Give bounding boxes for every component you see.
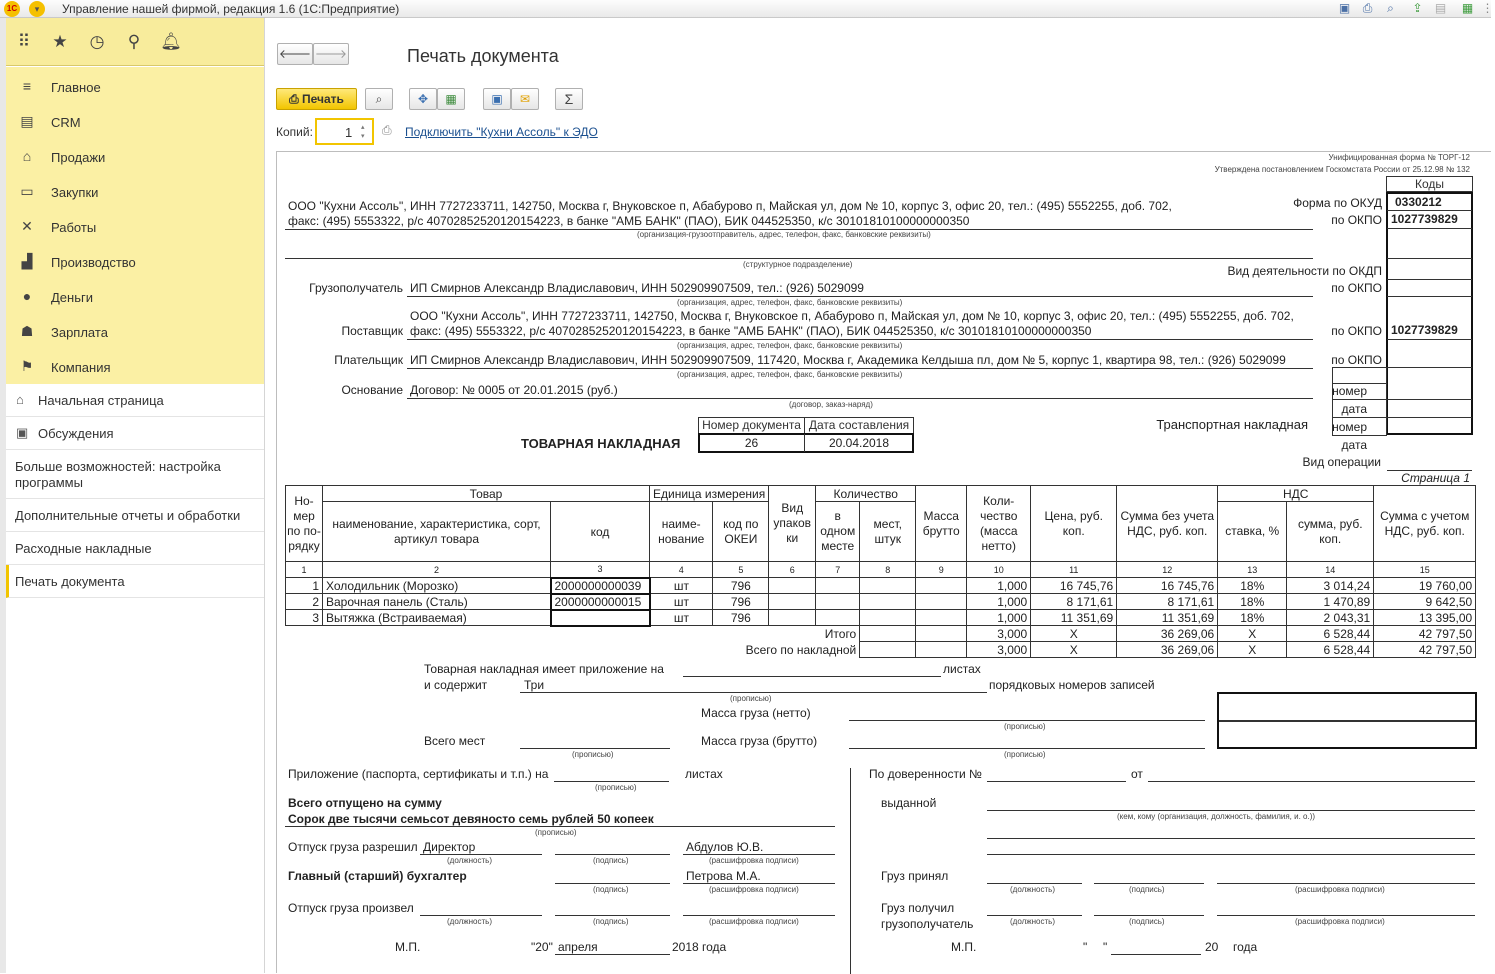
flag-icon: ⚑ — [20, 358, 34, 374]
nav-more-features[interactable]: Больше возможностей: настройка программы — [6, 450, 264, 499]
col-name-header: наименование, характеристика, сорт, артикул товара — [323, 502, 551, 562]
released-value: Сорок две тысячи семьсот девяносто семь рублей 50 копеек — [288, 812, 654, 826]
edo-icon: ⎙ — [382, 123, 392, 137]
dolzhnost-caption: (должность) — [1010, 885, 1055, 894]
factory-icon: ▟ — [21, 253, 33, 269]
payer-line — [407, 368, 1313, 369]
podpis-caption: (подпись) — [1129, 917, 1165, 926]
code-line — [1387, 367, 1472, 368]
apps-grid-icon[interactable]: ⠿ — [17, 32, 31, 51]
section-salary[interactable]: ☗ Зарплата — [6, 314, 264, 349]
supplier-line2: факс: (495) 5553322, р/с 40702852520120154223, в банке "АМБ БАНК" (ПАО), БИК 044525350, к/с 30101810100000000350 — [410, 324, 1092, 338]
print-button[interactable]: ⎙ Печать — [276, 88, 357, 110]
crm-icon: ▤ — [20, 113, 34, 129]
issued-line-3 — [987, 854, 1475, 855]
col-okei-header: код по ОКЕИ — [713, 502, 769, 562]
codes-header: Коды — [1386, 176, 1473, 192]
released-line — [285, 826, 835, 827]
transport-line — [1332, 399, 1387, 400]
section-main[interactable]: ≡ Главное — [6, 69, 264, 104]
vsego-row: Всего по накладной 3,000 X 36 269,06 X 6 528,44 42 797,50 — [286, 642, 1476, 658]
attach-label: Товарная накладная имеет приложение на — [424, 662, 664, 676]
received-label-2: грузополучатель — [881, 917, 974, 931]
col-gross-header: Масса брутто — [916, 486, 967, 562]
issued-line — [987, 810, 1475, 811]
code-line — [1387, 339, 1472, 340]
allowed-label: Отпуск груза разрешил — [288, 840, 418, 854]
col-rate-header: ставка, % — [1218, 502, 1287, 562]
supplier-line — [407, 339, 1313, 340]
section-works[interactable]: ✕ Работы — [6, 209, 264, 244]
edo-link[interactable]: Подключить "Кухни Ассоль" к ЭДО — [405, 125, 598, 139]
places-label: Всего мест — [424, 734, 486, 748]
attach-line — [683, 676, 941, 677]
allowed-sign-line — [555, 854, 670, 855]
propisyu-caption: (прописью) — [1004, 722, 1046, 731]
preview-icon: ⌕ — [375, 92, 383, 106]
page-title: Печать документа — [407, 46, 559, 66]
accepted-name-line — [1217, 883, 1475, 884]
basis-caption: (договор, заказ-наряд) — [789, 400, 873, 409]
basis-label: Основание — [341, 383, 403, 397]
col-inone-header: в одном месте — [816, 502, 860, 562]
nav-home[interactable]: ⌂ Начальная страница — [6, 384, 264, 417]
accountant-name: Петрова М.А. — [686, 869, 761, 883]
accepted-sign-line — [1094, 883, 1204, 884]
section-purchases[interactable]: ▭ Закупки — [6, 174, 264, 209]
consignee-caption: (организация, адрес, телефон, факс, банковские реквизиты) — [677, 298, 903, 307]
move-icon: ✥ — [417, 92, 429, 106]
okpo-shipper-value: 1027739829 — [1391, 212, 1458, 226]
propisyu-caption: (прописью) — [535, 828, 577, 837]
issued-label: выданной — [881, 796, 937, 810]
consignee-line — [407, 296, 1313, 297]
dolzhnost-caption: (должность) — [447, 917, 492, 926]
col-pack-header: Вид упаков ки — [769, 486, 816, 562]
supplier-line1: ООО "Кухни Ассоль", ИНН 7727233711, 142750, Москва г, Внуковское п, Абабурово п, Майская ул, дом № 10, корпус 3, офис 20, тел.: (495) 5552255, доб. 702, — [410, 309, 1294, 323]
col-total-header: Сумма с учетом НДС, руб. коп. — [1374, 486, 1476, 562]
title-bar — [0, 0, 1494, 18]
contains-value: Три — [524, 678, 545, 692]
shipper-line1: ООО "Кухни Ассоль", ИНН 7727233711, 142750, Москва г, Внуковское п, Абабурово п, Майская ул, дом № 10, корпус 3, офис 20, тел.: (495) 5552255, доб. 702, — [288, 199, 1172, 213]
app-logo-icon[interactable]: 1С — [4, 1, 20, 17]
section-money[interactable]: ● Деньги — [6, 279, 264, 314]
form-note: Унифицированная форма № ТОРГ-12 — [1328, 153, 1470, 162]
window-title: Управление нашей фирмой, редакция 1.6 (1С:Предприятие) — [62, 2, 400, 16]
propisyu-caption: (прописью) — [595, 783, 637, 792]
col-sumnovat-header: Сумма без учета НДС, руб. коп. — [1117, 486, 1218, 562]
accountant-sign-line — [555, 883, 670, 884]
printer-icon[interactable]: ⎙ — [1362, 1, 1373, 15]
wrench-icon: ✕ — [21, 218, 33, 234]
col-code-header: код — [551, 502, 650, 562]
col-places-header: мест, штук — [860, 502, 916, 562]
operation-label: Вид операции — [1302, 455, 1381, 469]
places-line — [520, 748, 670, 749]
accepted-pos-line — [987, 883, 1082, 884]
produced-pos-line — [420, 915, 542, 916]
date-year: 2018 года — [672, 940, 727, 954]
email-button[interactable] — [511, 88, 539, 110]
transport-label: Транспортная накладная — [1156, 417, 1308, 432]
col-num-header: Но-мер по по-рядку — [286, 486, 323, 562]
salary-icon: ☗ — [20, 323, 34, 339]
envelope-icon: ✉ — [519, 92, 531, 106]
mp-label: М.П. — [395, 940, 421, 954]
nav-discussions[interactable]: ▣ Обсуждения — [6, 417, 264, 450]
allowed-position: Директор — [423, 840, 476, 854]
section-panel — [6, 67, 264, 384]
received-label: Груз получил — [881, 901, 955, 915]
date-day: "20" — [531, 940, 553, 954]
propisyu-caption: (прописью) — [730, 694, 772, 703]
docdate-header: Дата составления — [804, 417, 914, 434]
okud-label: Форма по ОКУД — [1293, 196, 1382, 210]
produced-sign-line — [555, 915, 670, 916]
appendix-label: Приложение (паспорта, сертификаты и т.п.) на — [288, 767, 549, 781]
col-vatsum-header: сумма, руб. коп. — [1287, 502, 1374, 562]
section-sales[interactable]: ⌂ Продажи — [6, 139, 264, 174]
issued-caption: (кем, кому (организация, должность, фамилия, и. о.)) — [1117, 812, 1316, 821]
preview-icon[interactable]: ⌕ — [1387, 1, 1394, 15]
rasshifrovka-caption: (расшифровка подписи) — [709, 856, 799, 865]
accountant-name-line — [683, 883, 835, 884]
doc-title: ТОВАРНАЯ НАКЛАДНАЯ — [521, 436, 681, 451]
nav-print-document[interactable]: Печать документа — [6, 565, 264, 598]
released-label: Всего отпущено на сумму — [288, 796, 442, 810]
supplier-label: Поставщик — [341, 324, 403, 338]
division-line — [285, 258, 1313, 259]
okud-value: 0330212 — [1395, 195, 1442, 209]
spinner-icon[interactable]: ▴ ▾ — [361, 124, 365, 140]
ot-label: от — [1131, 767, 1143, 781]
code-line — [1387, 417, 1472, 418]
goods-table — [285, 485, 1476, 658]
sidebar-toolbar — [6, 18, 264, 66]
docnum-value: 26 — [744, 436, 759, 450]
produced-label: Отпуск груза произвел — [288, 901, 414, 915]
allowed-name: Абдулов Ю.В. — [686, 840, 764, 854]
export-icon[interactable]: ⇪ — [1412, 1, 1423, 15]
column-numbers-row: 1 2 3 4 5 6 7 8 9 10 11 12 13 14 15 — [286, 562, 1476, 578]
date-month-line — [555, 954, 670, 955]
docdate-value: 20.04.2018 — [828, 436, 890, 450]
transport-line — [1332, 417, 1387, 418]
home-icon: ⌂ — [16, 392, 24, 407]
goda-label: года — [1233, 940, 1258, 954]
sheets-label-2: листах — [685, 767, 723, 781]
edit-button[interactable] — [437, 88, 465, 110]
copy-icon[interactable]: ▤ — [1434, 1, 1447, 15]
nav-invoices[interactable]: Расходные накладные — [6, 532, 264, 565]
calendar-icon[interactable]: ▦ — [1461, 1, 1474, 15]
table-row: 2 Варочная панель (Сталь) 2000000000015 шт 796 1,000 8 171,61 8 171,61 18% 1 470,89 9 642,50 — [286, 594, 1476, 610]
sigma-icon: Σ — [564, 91, 574, 107]
col-net-header: Коли-чество (масса нетто) — [967, 486, 1031, 562]
dolzhnost-caption: (должность) — [447, 856, 492, 865]
menu-icon: ≡ — [22, 78, 32, 94]
more-icon[interactable]: ⋮ — [1481, 1, 1494, 15]
document-preview — [276, 151, 1491, 973]
payer-label: Плательщик — [334, 353, 403, 367]
net-label: Масса груза (нетто) — [701, 706, 811, 720]
section-company[interactable]: ⚑ Компания — [6, 349, 264, 384]
date-line-2 — [1111, 954, 1201, 955]
rasshifrovka-caption: (расшифровка подписи) — [709, 885, 799, 894]
move-button[interactable] — [409, 88, 437, 110]
proxy-label: По доверенности № — [869, 767, 982, 781]
code-line — [1387, 296, 1472, 297]
chat-icon: ▣ — [16, 425, 29, 440]
history-icon[interactable]: ◷ — [89, 32, 105, 51]
produced-name-line — [683, 915, 835, 916]
year-20: 20 — [1205, 940, 1219, 954]
code-line — [1387, 279, 1472, 280]
form-approval-note: Утверждена постановлением Госкомстата России от 25.12.98 № 132 — [1214, 165, 1470, 174]
quote-close: " — [1103, 940, 1108, 954]
edit-icon: ▦ — [445, 92, 457, 106]
okpo-label: по ОКПО — [1331, 213, 1382, 227]
save-icon[interactable]: ▣ — [1338, 1, 1351, 15]
okpo-consignee-label: по ОКПО — [1331, 281, 1382, 295]
code-line — [1387, 258, 1472, 259]
col-unit-header: Единица измерения — [650, 486, 769, 502]
sum-button[interactable] — [555, 88, 583, 110]
received-name-line — [1217, 915, 1475, 916]
shipper-caption: (организация-грузоотправитель, адрес, телефон, факс, банковские реквизиты) — [637, 230, 931, 239]
sheets-label: листах — [943, 662, 981, 676]
nav-extra-reports[interactable]: Дополнительные отчеты и обработки — [6, 499, 264, 532]
supplier-caption: (организация, адрес, телефон, факс, банковские реквизиты) — [677, 341, 903, 350]
rasshifrovka-caption: (расшифровка подписи) — [1295, 885, 1385, 894]
col-price-header: Цена, руб. коп. — [1031, 486, 1117, 562]
table-row: 1 Холодильник (Морозко) 2000000000039 шт 796 1,000 16 745,76 16 745,76 18% 3 014,24 19 760,00 — [286, 578, 1476, 594]
preview-button[interactable] — [365, 88, 393, 110]
accountant-label: Главный (старший) бухгалтер — [288, 869, 467, 883]
division-caption: (структурное подразделение) — [743, 260, 853, 269]
code-line — [1387, 210, 1472, 211]
propisyu-caption: (прописью) — [1004, 750, 1046, 759]
rasshifrovka-caption: (расшифровка подписи) — [709, 917, 799, 926]
date-month: апреля — [558, 940, 598, 954]
section-production[interactable]: ▟ Производство — [6, 244, 264, 279]
itogo-row: Итого 3,000 X 36 269,06 X 6 528,44 42 797,50 — [286, 626, 1476, 642]
allowed-pos-line — [420, 854, 542, 855]
okpo-supplier-value: 1027739829 — [1391, 323, 1458, 337]
cart-icon: ⌂ — [22, 148, 32, 164]
podpis-caption: (подпись) — [593, 917, 629, 926]
records-label: порядковых номеров записей — [989, 678, 1155, 692]
mp-label-2: М.П. — [951, 940, 977, 954]
data-label: дата — [1341, 438, 1367, 452]
okdp-label: Вид деятельности по ОКДП — [1227, 264, 1382, 278]
back-button[interactable]: 🡐 — [277, 43, 313, 65]
payer-caption: (организация, адрес, телефон, факс, банковские реквизиты) — [677, 370, 903, 379]
favorites-star-icon[interactable]: ★ — [52, 32, 68, 51]
code-line — [1387, 399, 1472, 400]
propisyu-caption: (прописью) — [572, 750, 614, 759]
contains-label: и содержит — [424, 678, 488, 692]
received-pos-line — [987, 915, 1082, 916]
okpo-payer-label: по ОКПО — [1331, 353, 1382, 367]
podpis-caption: (подпись) — [593, 885, 629, 894]
podpis-caption: (подпись) — [593, 856, 629, 865]
mass-box-line — [1219, 720, 1475, 722]
truck-icon: ▭ — [20, 183, 34, 199]
data-label: дата — [1341, 402, 1367, 416]
consignee-label: Грузополучатель — [309, 281, 403, 295]
page-label: Страница 1 — [1401, 471, 1470, 485]
search-icon[interactable]: ⚲ — [127, 32, 141, 51]
net-line — [849, 720, 1205, 721]
save-icon: ▣ — [491, 92, 503, 106]
gross-label: Масса груза (брутто) — [701, 734, 818, 748]
allowed-name-line — [683, 854, 835, 855]
received-sign-line — [1094, 915, 1204, 916]
nomer-label: номер — [1332, 384, 1367, 398]
quote-open: " — [1083, 940, 1088, 954]
printer-icon: ⎙ — [289, 92, 303, 106]
payer-value: ИП Смирнов Александр Владиславович, ИНН 502909907509, 117420, Москва г, Академика Келдыша пл, дом № 5, корпус 1, квартира 98, тел.: (926) 5029099 — [410, 353, 1286, 367]
rasshifrovka-caption: (расшифровка подписи) — [1295, 917, 1385, 926]
col-vat-header: НДС — [1218, 486, 1374, 502]
basis-line — [407, 398, 1313, 399]
shipper-line2: факс: (495) 5553322, р/с 40702852520120154223, в банке "АМБ БАНК" (ПАО), БИК 044525350, к/с 30101810100000000350 — [288, 214, 970, 228]
accepted-label: Груз принял — [881, 869, 949, 883]
contains-line — [520, 692, 987, 693]
gross-line — [849, 748, 1205, 749]
section-crm[interactable]: ▤ CRM — [6, 104, 264, 139]
forward-button[interactable]: 🡒 — [313, 43, 349, 65]
footer-divider — [850, 768, 851, 974]
nomer-label: номер — [1332, 420, 1367, 434]
col-goods-header: Товар — [323, 486, 650, 502]
consignee-value: ИП Смирнов Александр Владиславович, ИНН 502909907509, тел.: (926) 5029099 — [410, 281, 864, 295]
col-unitname-header: наиме-нование — [650, 502, 713, 562]
podpis-caption: (подпись) — [1129, 885, 1165, 894]
code-line — [1387, 228, 1472, 229]
ot-line — [1148, 781, 1475, 782]
proxy-line — [987, 781, 1126, 782]
money-icon: ● — [22, 288, 32, 304]
table-row: 3 Вытяжка (Встраиваемая) шт 796 1,000 11 351,69 11 351,69 18% 2 043,31 13 395,00 — [286, 610, 1476, 626]
docnum-header: Номер документа — [698, 417, 805, 434]
issued-line-2 — [987, 838, 1475, 839]
bell-icon[interactable]: 🔔︎ — [160, 32, 182, 51]
okpo-supplier-label: по ОКПО — [1331, 324, 1382, 338]
dolzhnost-caption: (должность) — [1010, 917, 1055, 926]
copies-label: Копий: — [276, 125, 313, 139]
col-qty-header: Количество — [816, 486, 916, 502]
appendix-line — [554, 781, 669, 782]
save-button[interactable] — [483, 88, 511, 110]
copies-input[interactable]: 1 ▴ ▾ — [315, 118, 374, 145]
basis-value: Договор: № 0005 от 20.01.2015 (руб.) — [410, 383, 618, 397]
app-menu-icon[interactable]: ▾ — [29, 1, 45, 17]
